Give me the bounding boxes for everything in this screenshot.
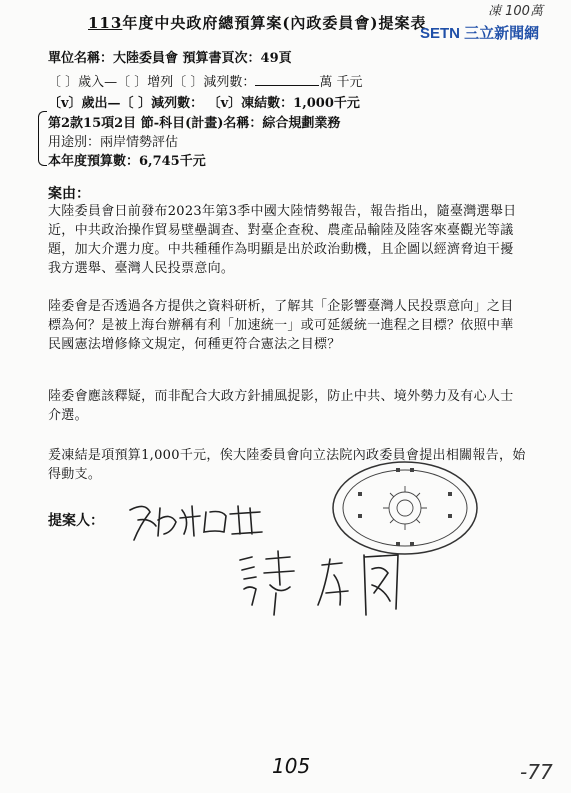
- page-number: 105: [272, 754, 311, 778]
- revenue-row-suffix: 萬 千元: [319, 75, 363, 90]
- signature-1: [120, 490, 270, 550]
- paragraph-3: 陸委會應該釋疑，而非配合大政方針捕風捉影，防止中共、境外勢力及有心人士介選。: [48, 389, 514, 423]
- handwritten-note: 凍 100萬: [488, 4, 543, 19]
- paragraph-1: 大陸委員會日前發布2023年第3季中國大陸情勢報告，報告指出，隨臺灣選舉日近，中共政治操作貿易壁壘調查、對臺企查稅、農產品輸陸及陸客來臺觀光等議題，加大介選力度。中共種種作為明顯是出於政治動機，且企圖以經濟脅迫干擾我方選舉、臺灣人民投票意向。: [48, 204, 517, 276]
- title-text: 年度中央政府總預算案(內政委員會)提案表: [122, 14, 427, 32]
- document-title: [88, 12, 427, 33]
- amount-blank: [255, 73, 319, 86]
- paragraph-4: 爰凍結是項預算1,000千元，俟大陸委員會向立法院內政委員會提出相關報告，始得動支。: [48, 448, 526, 482]
- revenue-row: [48, 71, 363, 90]
- revenue-row-prefix: 〔 〕歲入—〔 〕增列〔 〕減列數：: [48, 75, 256, 90]
- official-seal: [330, 458, 480, 558]
- proposer-label: 提案人：: [48, 513, 104, 529]
- case-heading: 案由：: [48, 186, 90, 202]
- paragraph-2: 陸委會是否透過各方提供之資料研析，了解其「企影響臺灣人民投票意向」之目標為何？是被上海台辦稱有利「加速統一」或可延緩統一進程之目標？依照中華民國憲法增修條文規定，何種更符合憲法之目標？: [48, 299, 514, 352]
- watermark-logo: SETN 三立新聞網: [420, 25, 540, 42]
- corner-mark: -77: [520, 760, 553, 784]
- usage-row: 用途別：兩岸情勢評估: [48, 135, 179, 150]
- bracket-mark: [38, 111, 47, 166]
- unit-line: 單位名稱：大陸委員會 預算書頁次：49頁: [48, 51, 292, 66]
- expenditure-row: 〔v〕歲出—〔 〕減列數： 〔v〕凍結數：1,000千元: [48, 96, 360, 111]
- annual-budget-row: 本年度預算數：6,745千元: [48, 154, 206, 169]
- title-year: 113: [88, 14, 123, 32]
- budget-item-row: 第2款15項2目 節-科目(計畫)名稱：綜合規劃業務: [48, 116, 341, 131]
